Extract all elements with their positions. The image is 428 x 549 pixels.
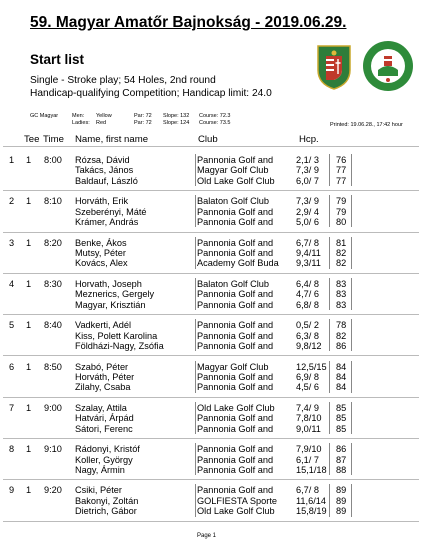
tee-time: 8:40 [44, 320, 62, 331]
men-par: Par: 72 [134, 113, 152, 119]
player-value: 84 [336, 371, 347, 382]
tee-number: 1 [26, 155, 32, 165]
tee-time: 8:20 [44, 237, 62, 248]
player-club: Old Lake Golf Club [197, 402, 275, 413]
column-header-tee: Tee [24, 134, 40, 145]
player-value: 82 [336, 248, 347, 258]
column-header-hcp: Hcp. [299, 134, 319, 145]
player-name: Benke, Ákos [75, 237, 127, 248]
tee-number: 1 [26, 278, 32, 289]
player-value: 79 [336, 206, 347, 217]
player-hcp: 0,5/ 2 [296, 320, 319, 331]
group-divider [3, 355, 419, 356]
player-hcp: 6,4/ 8 [296, 278, 319, 289]
player-hcp: 12,5/15 [296, 361, 327, 372]
column-separator [195, 443, 196, 475]
player-name: Földházi-Nagy, Zsófia [75, 341, 164, 351]
player-club: Old Lake Golf Club [197, 506, 275, 517]
group-divider [3, 273, 419, 274]
column-separator [351, 361, 352, 393]
player-name: Bakonyi, Zoltán [75, 495, 139, 506]
group-number: 3 [9, 237, 15, 248]
player-value: 84 [336, 382, 347, 393]
player-hcp: 6,9/ 8 [296, 371, 319, 382]
column-separator [195, 154, 196, 186]
player-hcp: 6,1/ 7 [296, 454, 319, 465]
player-club: Pannonia Golf and [197, 289, 274, 300]
player-name: Dietrich, Gábor [75, 506, 137, 517]
player-club: Pannonia Golf and [197, 423, 274, 434]
column-separator [351, 154, 352, 186]
player-hcp: 11,6/14 [296, 495, 326, 506]
player-name: Baldauf, László [75, 175, 138, 186]
player-hcp: 4,5/ 6 [296, 382, 319, 393]
player-hcp: 7,3/ 9 [296, 165, 319, 176]
player-value: 76 [336, 155, 347, 165]
ladies-course: Course: 73.5 [199, 120, 231, 126]
player-name: Takács, János [75, 165, 134, 176]
player-name: Meznerics, Gergely [75, 289, 155, 300]
player-hcp: 7,8/10 [296, 413, 322, 424]
player-value: 83 [336, 289, 347, 300]
player-name: Rózsa, Dávid [75, 155, 130, 165]
player-name: Horvath, Joseph [75, 278, 142, 289]
player-value: 89 [336, 485, 347, 496]
player-club: Pannonia Golf and [197, 248, 274, 258]
group-number: 8 [9, 444, 15, 455]
column-separator [351, 443, 352, 475]
player-club: Pannonia Golf and [197, 341, 274, 351]
player-club: Old Lake Golf Club [197, 175, 275, 186]
men-label: Men: [72, 113, 85, 119]
magyar-golf-club-emblem-icon [362, 40, 414, 92]
player-name: Sátori, Ferenc [75, 423, 133, 434]
page-number: Page 1 [197, 533, 217, 539]
group-divider [3, 438, 419, 439]
group-number: 4 [9, 278, 15, 289]
column-separator [195, 402, 196, 434]
player-club: Academy Golf Buda [197, 258, 279, 269]
player-hcp: 6,3/ 8 [296, 330, 319, 341]
tee-number: 1 [26, 361, 32, 372]
player-hcp: 15,1/18 [296, 464, 327, 475]
player-hcp: 7,4/ 9 [296, 402, 319, 413]
player-hcp: 9,8/12 [296, 341, 322, 351]
group-number: 1 [9, 155, 15, 165]
player-hcp: 7,3/ 9 [296, 196, 319, 207]
ladies-tee: Red [96, 120, 107, 126]
player-club: Pannonia Golf and [197, 382, 274, 393]
column-separator [329, 361, 330, 393]
handicap-info: Handicap-qualifying Competition; Handicap limit: 24.0 [30, 88, 272, 99]
column-separator [351, 195, 352, 227]
player-name: Krámer, András [75, 217, 139, 228]
player-name: Mutsy, Péter [75, 248, 126, 258]
player-name: Rádonyi, Kristóf [75, 444, 140, 455]
player-club: Pannonia Golf and [197, 485, 274, 496]
group-number: 2 [9, 196, 15, 207]
player-name: Szalay, Attila [75, 402, 127, 413]
player-club: Pannonia Golf and [197, 320, 274, 331]
player-value: 89 [336, 506, 347, 517]
competition-format: Single - Stroke play; 54 Holes, 2nd round [30, 75, 216, 86]
group-divider [3, 314, 419, 315]
tee-number: 1 [26, 444, 32, 455]
player-hcp: 15,8/19 [296, 506, 327, 517]
player-value: 85 [336, 413, 347, 424]
tee-number: 1 [26, 402, 32, 413]
column-separator [329, 484, 330, 516]
player-name: Horváth, Erik [75, 196, 129, 207]
men-course: Course: 72.3 [199, 113, 231, 119]
player-value: 89 [336, 495, 347, 506]
column-separator [329, 443, 330, 475]
player-name: Kiss, Polett Karolina [75, 330, 158, 341]
player-hcp: 6,7/ 8 [296, 485, 319, 496]
player-value: 81 [336, 237, 347, 248]
player-club: Pannonia Golf and [197, 299, 274, 310]
player-name: Horváth, Péter [75, 371, 135, 382]
column-separator [195, 195, 196, 227]
player-value: 82 [336, 330, 347, 341]
player-value: 85 [336, 423, 347, 434]
column-separator [195, 319, 196, 351]
group-divider [3, 479, 419, 480]
column-separator [195, 484, 196, 516]
player-club: Magyar Golf Club [197, 165, 269, 176]
player-name: Zilahy, Csaba [75, 382, 131, 393]
player-value: 86 [336, 341, 347, 351]
player-value: 79 [336, 196, 347, 207]
column-separator [195, 237, 196, 269]
column-header-time: Time [43, 134, 64, 145]
player-club: Pannonia Golf and [197, 155, 274, 165]
player-club: Pannonia Golf and [197, 217, 274, 228]
player-value: 82 [336, 258, 347, 269]
player-hcp: 9,0/11 [296, 423, 321, 434]
player-club: Magyar Golf Club [197, 361, 269, 372]
player-club: Pannonia Golf and [197, 206, 274, 217]
tee-number: 1 [26, 196, 32, 207]
player-hcp: 6,0/ 7 [296, 175, 319, 186]
player-name: Vadkerti, Adél [75, 320, 132, 331]
player-club: Pannonia Golf and [197, 330, 274, 341]
player-hcp: 6,8/ 8 [296, 299, 319, 310]
player-value: 87 [336, 454, 347, 465]
player-name: Magyar, Krisztián [75, 299, 146, 310]
player-club: Pannonia Golf and [197, 454, 274, 465]
group-divider [3, 232, 419, 233]
player-name: Csiki, Péter [75, 485, 122, 496]
header-divider [3, 146, 419, 147]
group-divider [3, 190, 419, 191]
tee-time: 9:10 [44, 444, 62, 455]
column-header-name: Name, first name [75, 134, 149, 145]
ladies-slope: Slope: 124 [163, 120, 190, 126]
player-value: 84 [336, 361, 347, 372]
player-name: Koller, György [75, 454, 133, 465]
player-hcp: 7,9/10 [296, 444, 322, 455]
player-club: Pannonia Golf and [197, 371, 274, 382]
player-club: Pannonia Golf and [197, 413, 274, 424]
men-slope: Slope: 132 [163, 113, 190, 119]
column-separator [329, 319, 330, 351]
player-value: 88 [336, 464, 347, 475]
player-value: 77 [336, 165, 347, 176]
column-separator [351, 237, 352, 269]
player-club: GOLFIESTA Sporte [197, 495, 277, 506]
player-hcp: 9,4/11 [296, 248, 321, 258]
player-hcp: 9,3/11 [296, 258, 321, 269]
player-club: Pannonia Golf and [197, 237, 274, 248]
start-list-heading: Start list [30, 52, 85, 67]
player-value: 78 [336, 320, 347, 331]
column-separator [329, 195, 330, 227]
tee-time: 8:50 [44, 361, 62, 372]
group-number: 5 [9, 320, 15, 331]
player-value: 83 [336, 278, 347, 289]
tee-number: 1 [26, 320, 32, 331]
column-separator [329, 402, 330, 434]
course-club: GC Magyar [30, 113, 59, 119]
player-hcp: 4,7/ 6 [296, 289, 319, 300]
group-number: 9 [9, 485, 15, 496]
column-separator [351, 278, 352, 310]
player-name: Szeberényi, Máté [75, 206, 147, 217]
tee-number: 1 [26, 237, 32, 248]
column-separator [351, 402, 352, 434]
column-separator [351, 484, 352, 516]
group-number: 7 [9, 402, 15, 413]
page-title: 59. Magyar Amatőr Bajnokság - 2019.06.29. [30, 14, 347, 31]
column-separator [195, 278, 196, 310]
ladies-par: Par: 72 [134, 120, 152, 126]
player-hcp: 2,1/ 3 [296, 155, 319, 165]
tee-time: 9:00 [44, 402, 62, 413]
group-number: 6 [9, 361, 15, 372]
hungarian-coat-of-arms-icon [316, 44, 352, 90]
group-divider [3, 397, 419, 398]
player-value: 77 [336, 175, 347, 186]
column-separator [329, 154, 330, 186]
tee-number: 1 [26, 485, 32, 496]
player-hcp: 6,7/ 8 [296, 237, 319, 248]
ladies-label: Ladies: [72, 120, 90, 126]
printed-date: Printed: 19.06.28., 17:42 hour [330, 122, 403, 128]
column-header-club: Club [198, 134, 218, 145]
tee-time: 9:20 [44, 485, 62, 496]
player-club: Pannonia Golf and [197, 464, 274, 475]
player-hcp: 5,0/ 6 [296, 217, 319, 228]
men-tee: Yellow [96, 113, 112, 119]
player-club: Balaton Golf Club [197, 278, 270, 289]
player-name: Hatvári, Árpád [75, 413, 134, 424]
player-name: Nagy, Ármin [75, 464, 125, 475]
player-club: Balaton Golf Club [197, 196, 270, 207]
player-name: Kovács, Alex [75, 258, 128, 269]
club-logo [362, 40, 414, 92]
column-separator [195, 361, 196, 393]
column-separator [351, 319, 352, 351]
group-divider [3, 521, 419, 522]
player-value: 80 [336, 217, 347, 228]
player-value: 86 [336, 444, 347, 455]
player-club: Pannonia Golf and [197, 444, 274, 455]
federation-logo [316, 44, 352, 90]
tee-time: 8:30 [44, 278, 62, 289]
tee-time: 8:10 [44, 196, 62, 207]
column-separator [329, 278, 330, 310]
player-value: 83 [336, 299, 347, 310]
player-name: Szabó, Péter [75, 361, 129, 372]
tee-time: 8:00 [44, 155, 62, 165]
player-hcp: 2,9/ 4 [296, 206, 319, 217]
column-separator [329, 237, 330, 269]
player-value: 85 [336, 402, 347, 413]
